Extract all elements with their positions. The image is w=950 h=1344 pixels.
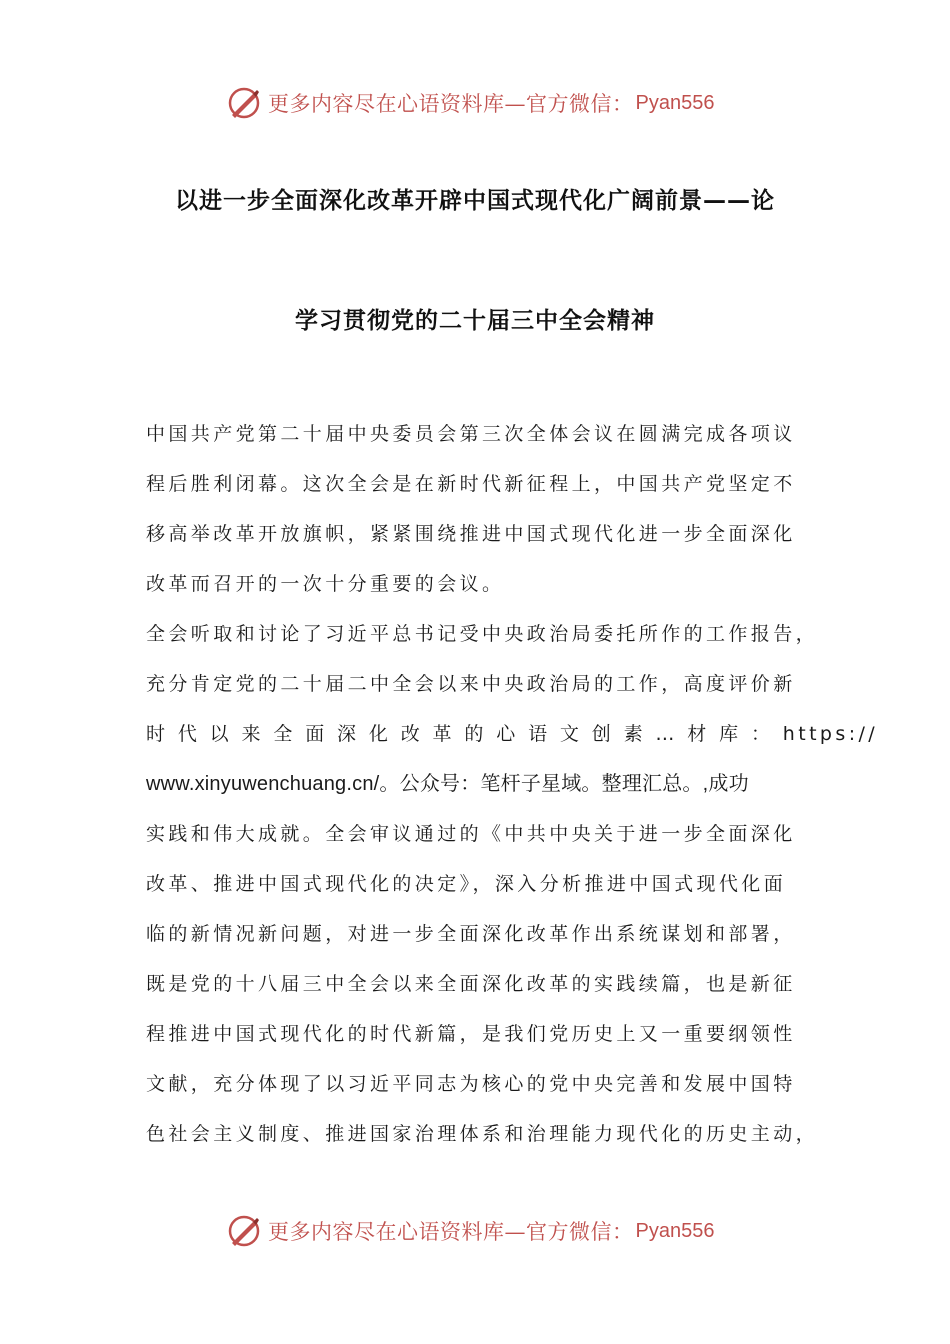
text-line: www.xinyuwenchuang.cn/。公众号：笔杆子星域。整理汇总。,成功 bbox=[146, 773, 749, 795]
watermark-handle: Pyan556 bbox=[635, 91, 715, 114]
paragraph-1 bbox=[146, 409, 806, 609]
text-line: 临的新情况新问题，对进一步全面深化改革作出系统谋划和部署， bbox=[146, 923, 796, 945]
text-line: 中国共产党第二十届中央委员会第三次全体会议在圆满完成各项议 bbox=[146, 423, 796, 445]
text-line: 改革、推进中国式现代化的决定》，深入分析推进中国式现代化面 bbox=[146, 873, 787, 895]
watermark-text: 更多内容尽在心语资料库—官方微信： bbox=[268, 92, 634, 116]
document-title-line-2: 学习贯彻党的二十届三中全会精神 bbox=[295, 308, 655, 334]
text-line: 改革而召开的一次十分重要的会议。 bbox=[146, 573, 505, 595]
pen-logo-icon bbox=[226, 85, 262, 121]
document-title-line-1: 以进一步全面深化改革开辟中国式现代化广阔前景——论 bbox=[175, 188, 775, 214]
text-line: 既是党的十八届三中全会以来全面深化改革的实践续篇，也是新征 bbox=[146, 973, 796, 995]
text-line: 时 代 以 来 全 面 深 化 改 革 的 心 语 文 创 素 … 材 库 ： https:// bbox=[146, 723, 879, 745]
footer-watermark bbox=[226, 1211, 746, 1251]
text-line: 文献，充分体现了以习近平同志为核心的党中央完善和发展中国特 bbox=[146, 1073, 796, 1095]
watermark-handle: Pyan556 bbox=[635, 1219, 715, 1242]
text-line: 移高举改革开放旗帜，紧紧围绕推进中国式现代化进一步全面深化 bbox=[146, 523, 796, 545]
text-line: 充分肯定党的二十届二中全会以来中央政治局的工作，高度评价新 bbox=[146, 673, 796, 695]
watermark-text: 更多内容尽在心语资料库—官方微信： bbox=[268, 1220, 634, 1244]
text-line: 程推进中国式现代化的时代新篇，是我们党历史上又一重要纲领性 bbox=[146, 1023, 796, 1045]
text-line: 实践和伟大成就。全会审议通过的《中共中央关于进一步全面深化 bbox=[146, 823, 796, 845]
text-line: 色社会主义制度、推进国家治理体系和治理能力现代化的历史主动， bbox=[146, 1123, 819, 1145]
paragraph-2 bbox=[146, 609, 879, 1159]
pen-logo-icon bbox=[226, 1213, 262, 1249]
text-line: 全会听取和讨论了习近平总书记受中央政治局委托所作的工作报告， bbox=[146, 623, 819, 645]
text-line: 程后胜利闭幕。这次全会是在新时代新征程上，中国共产党坚定不 bbox=[146, 473, 796, 495]
header-watermark bbox=[226, 83, 746, 123]
